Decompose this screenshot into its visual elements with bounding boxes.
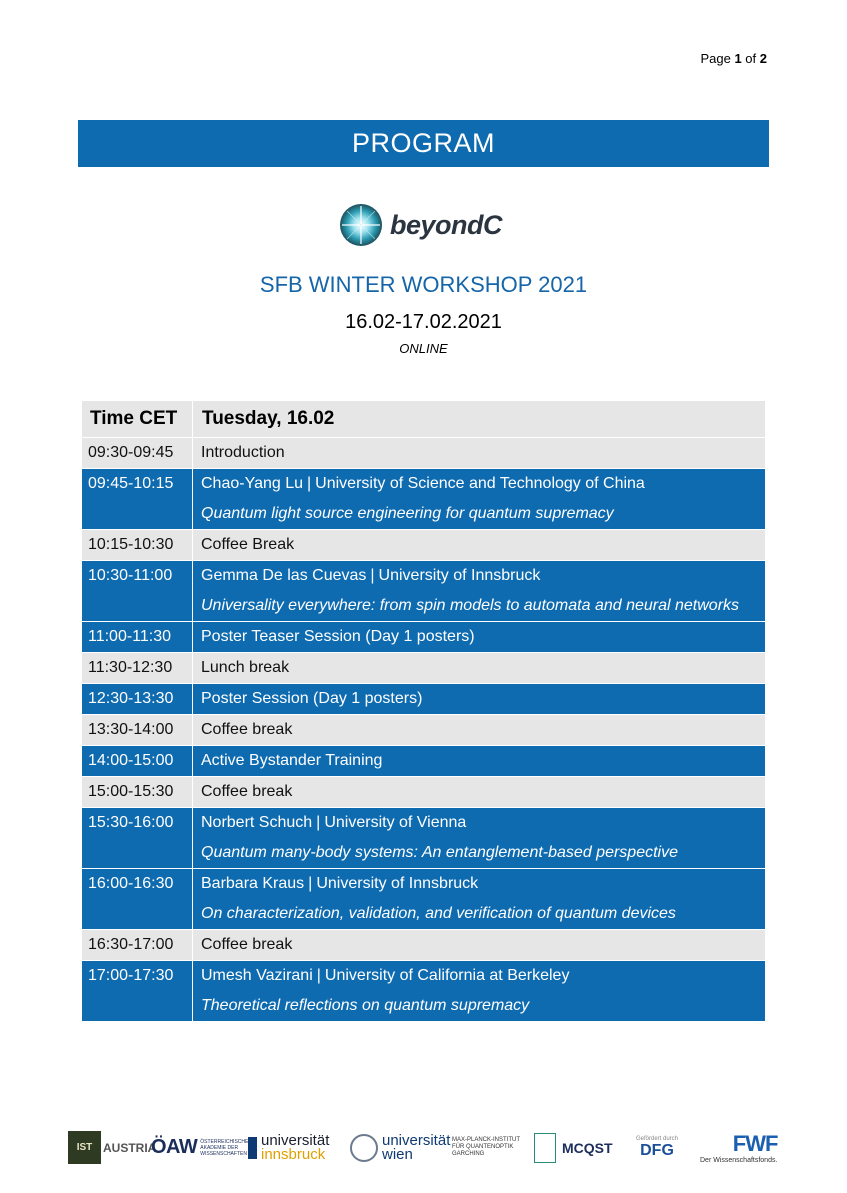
row-time: 12:30-13:30 bbox=[82, 684, 193, 715]
row-time: 15:30-16:00 bbox=[82, 808, 193, 869]
session-title: Coffee Break bbox=[201, 536, 295, 553]
separator: | bbox=[307, 475, 312, 492]
program-table bbox=[81, 400, 766, 1022]
talk-title: Theoretical reflections on quantum supremacy bbox=[201, 997, 530, 1014]
talk-title: Quantum many-body systems: An entanglement-based perspective bbox=[201, 844, 678, 861]
table-row bbox=[82, 808, 766, 869]
row-content bbox=[193, 561, 766, 622]
row-time: 16:00-16:30 bbox=[82, 869, 193, 930]
table-header-row bbox=[82, 401, 766, 438]
row-content bbox=[193, 869, 766, 930]
session-title: Poster Teaser Session (Day 1 posters) bbox=[201, 628, 475, 645]
row-content bbox=[193, 684, 766, 715]
speaker-name: Barbara Kraus bbox=[201, 875, 305, 892]
row-time: 10:30-11:00 bbox=[82, 561, 193, 622]
header-time: Time CET bbox=[82, 401, 193, 438]
row-time: 11:00-11:30 bbox=[82, 622, 193, 653]
table-row bbox=[82, 961, 766, 1022]
table-row bbox=[82, 746, 766, 777]
table-row bbox=[82, 438, 766, 469]
row-content bbox=[193, 930, 766, 961]
row-time: 11:30-12:30 bbox=[82, 653, 193, 684]
session-title: Active Bystander Training bbox=[201, 752, 383, 769]
speaker-name: Umesh Vazirani bbox=[201, 967, 313, 984]
row-content bbox=[193, 715, 766, 746]
table-row bbox=[82, 561, 766, 622]
row-time: 17:00-17:30 bbox=[82, 961, 193, 1022]
beyondc-logo bbox=[338, 200, 502, 250]
session-title: Coffee break bbox=[201, 721, 293, 738]
workshop-title: SFB WINTER WORKSHOP 2021 bbox=[259, 272, 588, 297]
dfg-logo: Gefördert durch DFG bbox=[636, 1135, 679, 1159]
table-row bbox=[82, 869, 766, 930]
session-title: Coffee break bbox=[201, 783, 293, 800]
affiliation: University of Science and Technology of China bbox=[315, 475, 645, 492]
mcqst-logo: MCQST bbox=[562, 1139, 613, 1156]
row-time: 15:00-15:30 bbox=[82, 777, 193, 808]
beyondc-wordmark: beyondC bbox=[390, 209, 503, 240]
affiliation: University of California at Berkeley bbox=[324, 967, 570, 984]
banner-title: PROGRAM bbox=[351, 128, 495, 158]
affiliation: University of Innsbruck bbox=[316, 875, 479, 892]
fwf-logo: FWF Der Wissenschaftsfonds. bbox=[700, 1131, 778, 1164]
workshop-dates: 16.02-17.02.2021 bbox=[345, 311, 502, 333]
row-content bbox=[193, 438, 766, 469]
separator: | bbox=[316, 814, 321, 831]
row-content bbox=[193, 653, 766, 684]
header-day: Tuesday, 16.02 bbox=[193, 401, 766, 438]
row-content bbox=[193, 622, 766, 653]
uibk-logo: universität innsbruck bbox=[248, 1125, 329, 1170]
row-time: 16:30-17:00 bbox=[82, 930, 193, 961]
row-time: 14:00-15:00 bbox=[82, 746, 193, 777]
beyondc-emblem-icon bbox=[338, 202, 384, 248]
page-number: Page 1 of 2 bbox=[700, 51, 767, 66]
table-row bbox=[82, 684, 766, 715]
speaker-name: Gemma De las Cuevas bbox=[201, 567, 367, 584]
mpq-logo: MAX-PLANCK-INSTITUT FÜR QUANTENOPTIK GARCHING bbox=[452, 1125, 556, 1170]
talk-title: Quantum light source engineering for quantum supremacy bbox=[201, 505, 614, 522]
table-row bbox=[82, 930, 766, 961]
row-content bbox=[193, 746, 766, 777]
separator: | bbox=[370, 567, 375, 584]
table-row bbox=[82, 715, 766, 746]
oaw-logo: ÖAW ÖSTERREICHISCHE AKADEMIE DER WISSENSCHAFTEN bbox=[151, 1136, 249, 1158]
row-time: 10:15-10:30 bbox=[82, 530, 193, 561]
session-title: Poster Session (Day 1 posters) bbox=[201, 690, 423, 707]
sponsor-logos bbox=[68, 1125, 780, 1170]
table-row bbox=[82, 530, 766, 561]
uw-seal-icon bbox=[350, 1134, 378, 1162]
row-time: 13:30-14:00 bbox=[82, 715, 193, 746]
row-time: 09:30-09:45 bbox=[82, 438, 193, 469]
table-row bbox=[82, 653, 766, 684]
talk-title: Universality everywhere: from spin models to automata and neural networks bbox=[201, 597, 740, 614]
row-content bbox=[193, 961, 766, 1022]
session-title: Introduction bbox=[201, 444, 285, 461]
table-row bbox=[82, 469, 766, 530]
session-title: Coffee break bbox=[201, 936, 293, 953]
row-content bbox=[193, 808, 766, 869]
row-content bbox=[193, 530, 766, 561]
row-content bbox=[193, 469, 766, 530]
separator: | bbox=[308, 875, 313, 892]
ist-austria-logo: IST AUSTRIA bbox=[68, 1125, 156, 1170]
mpq-emblem-icon bbox=[534, 1133, 556, 1163]
row-content bbox=[193, 777, 766, 808]
uw-logo: universität wien bbox=[350, 1125, 450, 1170]
separator: | bbox=[316, 967, 321, 984]
workshop-mode: ONLINE bbox=[399, 341, 448, 356]
affiliation: University of Vienna bbox=[324, 814, 467, 831]
talk-title: On characterization, validation, and verification of quantum devices bbox=[201, 905, 676, 922]
table-row bbox=[82, 777, 766, 808]
session-title: Lunch break bbox=[201, 659, 290, 676]
row-time: 09:45-10:15 bbox=[82, 469, 193, 530]
table-row bbox=[82, 622, 766, 653]
speaker-name: Chao-Yang Lu bbox=[201, 475, 303, 492]
program-banner bbox=[78, 120, 769, 167]
affiliation: University of Innsbruck bbox=[378, 567, 541, 584]
speaker-name: Norbert Schuch bbox=[201, 814, 313, 831]
